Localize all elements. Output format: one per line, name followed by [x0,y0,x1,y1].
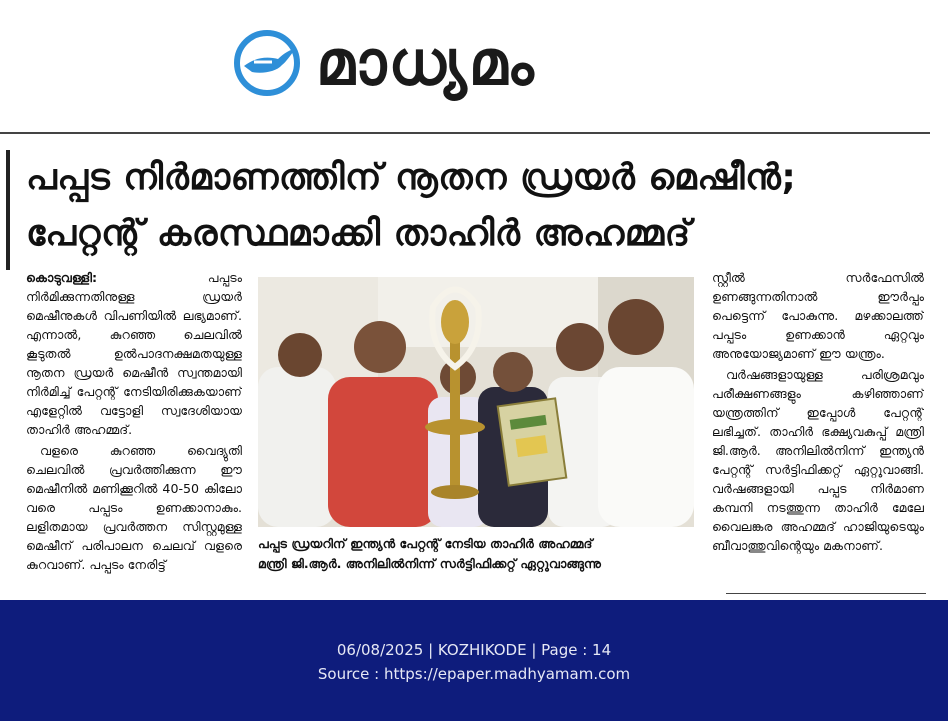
dove-in-circle-icon [232,28,302,98]
article-photo [258,277,694,527]
article-column-right [712,268,924,588]
article-headline [26,150,916,262]
edition-meta: 06/08/2025 | KOZHIKODE | Page : 14 [336,641,612,659]
newspaper-logo[interactable] [232,20,536,106]
photo-caption [258,534,698,574]
caption-line-2: മന്ത്രി ജി.ആർ. അനിലിൽനിന്ന് സർട്ടിഫിക്കറ്റ് ഏറ്റുവാങ്ങുന്നു [258,556,602,571]
caption-line-1: പപ്പട ഡ്രയറിന് ഇന്ത്യൻ പേറ്റന്റ് നേടിയ താഹിർ അഹമ്മദ് [258,536,593,551]
left-paragraph-1 [26,268,242,439]
headline-line-2: പേറ്റന്റ് കരസ്ഥമാക്കി താഹിർ അഹമ്മദ് [26,213,691,254]
left-paragraph-2: വളരെ കുറഞ്ഞ വൈദ്യുതി ചെലവിൽ പ്രവർത്തിക്കുന്ന ഈ മെഷീനിൽ മണിക്കൂറിൽ 40-50 കിലോ വരെ പപ്പടം ഉണക്കാനാകും. ലളിതമായ പ്രവർത്തന സിസ്റ്റമുള്ള മെഷീന് പരിപാലന ചെലവ് വളരെ കുറവാണ്. പപ്പടം നേരിട്ട് [26,443,242,572]
right-paragraph-1: സ്റ്റീൽ സർഫേസിൽ ഉണങ്ങുന്നതിനാൽ ഈർപ്പം പെട്ടെന്ന് പോകുന്നു. മഴക്കാലത്ത് പപ്പടം ഉണക്കാൻ ഏറ്റവും അനുയോജ്യമാണ് ഈ യന്ത്രം. [712,270,924,361]
left-paragraph-1-text: പപ്പടം നിർമിക്കുന്നതിനുള്ള ഡ്രയർ മെഷീനുകൾ വിപണിയിൽ ലഭ്യമാണ്. എന്നാൽ, കുറഞ്ഞ ചെലവിൽ കൂടുതൽ ഉൽപാദനക്ഷമതയുള്ള നൂതന ഡ്രയർ മെഷീൻ സ്വന്തമായി നിർമിച്ച് പേറ്റന്റ് നേടിയിരിക്കുകയാണ് എളേറ്റിൽ വട്ടോളി സ്വദേശിയായ താഹിർ അഹമ്മദ്. [26,270,242,437]
headline-accent-bar [6,150,10,270]
dateline: കൊടുവള്ളി: [26,270,97,285]
source-footer [0,600,948,721]
logo-wordmark: മാധ്യമം [316,26,536,99]
source-link[interactable]: Source : https://epaper.madhyamam.com [317,665,631,683]
masthead-divider [0,132,930,134]
ceremony-photo-illustration [258,277,694,527]
right-paragraph-2: വർഷങ്ങളായുള്ള പരിശ്രമവും പരീക്ഷണങ്ങളും കഴിഞ്ഞാണ് യന്ത്രത്തിന് ഇപ്പോൾ പേറ്റന്റ് ലഭിച്ചത്. താഹിർ ഭക്ഷ്യവകുപ്പ് മന്ത്രി ജി.ആർ. അനിലിൽനിന്ന് ഇന്ത്യൻ പേറ്റന്റ് സർട്ടിഫിക്കറ്റ് ഏറ്റുവാങ്ങി. വർഷങ്ങളായി പപ്പട നിർമാണ കമ്പനി നടത്തുന്ന താഹിർ മേലേ വൈലങ്കര അഹമ്മദ് ഹാജിയുടെയും ബീവാത്തുവിന്റെയും മകനാണ്. [712,367,924,553]
article-column-left [26,268,242,598]
headline-line-1: പപ്പട നിർമാണത്തിന് നൂതന ഡ്രയർ മെഷീൻ; [26,157,797,198]
column-end-rule [726,593,926,594]
masthead [0,0,948,132]
